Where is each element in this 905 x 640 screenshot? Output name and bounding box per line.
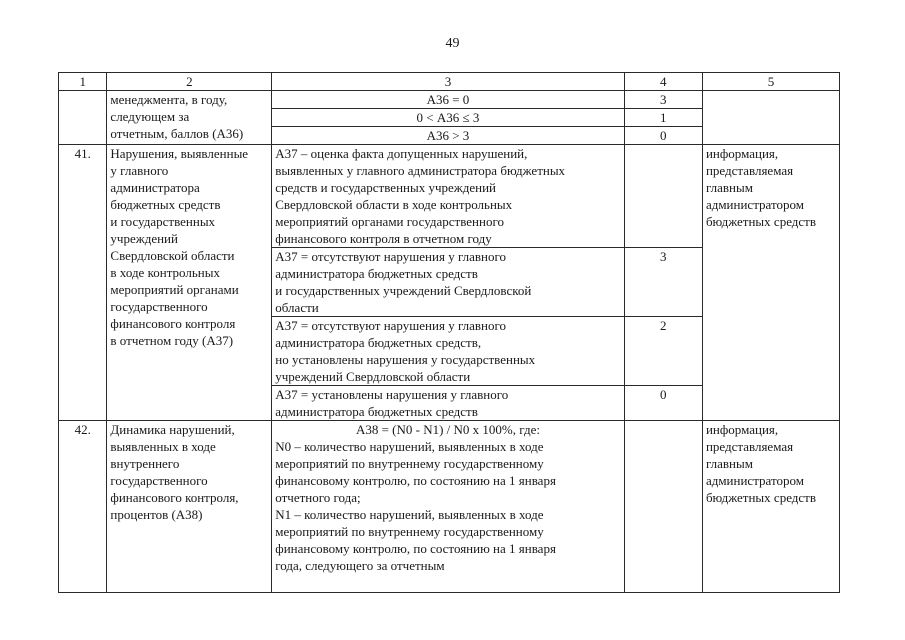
- header-cell-5: 5: [702, 73, 839, 91]
- indicator-name-line: Динамика нарушений,: [110, 422, 235, 437]
- criterion-line: средств и государственных учреждений: [275, 180, 497, 195]
- indicator-name-line: менеджмента, в году,: [110, 92, 228, 107]
- header-cell-3: 3: [272, 73, 624, 91]
- source-line: бюджетных средств: [705, 490, 816, 505]
- source-cell: [702, 421, 839, 593]
- criterion-line: А37 = установлены нарушения у главного: [275, 387, 509, 402]
- criterion-cell: [272, 248, 624, 317]
- criterion-cell: [272, 386, 624, 421]
- header-cell-2: 2: [107, 73, 272, 91]
- indicator-name-line: учреждений: [110, 231, 178, 246]
- source-line: бюджетных средств: [705, 214, 816, 229]
- indicator-name-line: у главного: [110, 163, 169, 178]
- criterion-line: учреждений Свердловской области: [275, 369, 471, 384]
- criterion-line: отчетного года;: [275, 490, 361, 505]
- indicator-name-line: мероприятий органами: [110, 282, 239, 297]
- indicator-name-line: внутреннего: [110, 456, 180, 471]
- row-number-cell: [59, 91, 107, 145]
- criterion-line: области: [275, 300, 319, 315]
- indicator-name-line: Нарушения, выявленные: [110, 146, 249, 161]
- source-line: главным: [705, 456, 753, 471]
- score-cell: 0: [624, 127, 702, 145]
- criterion-line: финансовому контролю, по состоянию на 1 января: [275, 541, 556, 556]
- indicator-name-line: бюджетных средств: [110, 197, 221, 212]
- criterion-cell: 0 < А36 ≤ 3: [272, 109, 624, 127]
- criterion-line: А37 = отсутствуют нарушения у главного: [275, 318, 506, 333]
- indicator-name-line: отчетным, баллов (А36): [110, 126, 244, 141]
- criterion-line: мероприятий органами государственного: [275, 214, 504, 229]
- table-row: [59, 421, 840, 593]
- source-line: администратором: [705, 197, 804, 212]
- indicators-table: [58, 72, 840, 593]
- criterion-line: мероприятий по внутреннему государственному: [275, 456, 544, 471]
- indicator-name-cell: [107, 145, 272, 421]
- formula-line: А38 = (N0 - N1) / N0 х 100%, где:: [355, 422, 540, 437]
- indicator-name-line: выявленных в ходе: [110, 439, 216, 454]
- indicator-name-line: финансового контроля,: [110, 490, 239, 505]
- indicator-name-line: следующем за: [110, 109, 190, 124]
- header-row: [59, 73, 840, 91]
- indicator-name-line: Свердловской области: [110, 248, 235, 263]
- criterion-line: администратора бюджетных средств: [275, 404, 478, 419]
- source-line: представляемая: [705, 439, 794, 454]
- criterion-line: финансового контроля в отчетном году: [275, 231, 492, 246]
- criterion-cell: А36 > 3: [272, 127, 624, 145]
- source-line: представляемая: [705, 163, 794, 178]
- criterion-line: N1 – количество нарушений, выявленных в ходе: [275, 507, 544, 522]
- criterion-line: года, следующего за отчетным: [275, 558, 445, 573]
- indicator-name-line: в ходе контрольных: [110, 265, 220, 280]
- score-cell: 1: [624, 109, 702, 127]
- criterion-line: но установлены нарушения у государственных: [275, 352, 536, 367]
- criterion-line: А37 = отсутствуют нарушения у главного: [275, 249, 506, 264]
- criterion-line: администратора бюджетных средств,: [275, 335, 482, 350]
- score-cell: 2: [624, 317, 702, 386]
- criterion-intro-cell: [272, 145, 624, 248]
- page-number: 49: [445, 36, 460, 51]
- table-row: [59, 145, 840, 248]
- table-row: [59, 91, 840, 109]
- indicator-name-cell: [107, 421, 272, 593]
- indicator-name-line: в отчетном году (А37): [110, 333, 234, 348]
- indicator-name-line: администратора: [110, 180, 200, 195]
- indicator-name-line: процентов (А38): [110, 507, 203, 522]
- header-cell-1: 1: [59, 73, 107, 91]
- source-line: главным: [705, 180, 753, 195]
- row-number-cell: 42.: [59, 421, 107, 593]
- score-cell: 0: [624, 386, 702, 421]
- criterion-line: выявленных у главного администратора бюджетных: [275, 163, 566, 178]
- criterion-line: А37 – оценка факта допущенных нарушений,: [275, 146, 528, 161]
- score-cell: 3: [624, 91, 702, 109]
- criterion-cell: [272, 317, 624, 386]
- source-cell: [702, 91, 839, 145]
- score-cell: 3: [624, 248, 702, 317]
- criterion-cell: [272, 421, 624, 593]
- indicator-name-line: и государственных: [110, 214, 216, 229]
- indicator-name-line: государственного: [110, 299, 208, 314]
- indicator-name-line: государственного: [110, 473, 208, 488]
- score-cell: [624, 421, 702, 593]
- criterion-line: мероприятий по внутреннему государственному: [275, 524, 544, 539]
- source-line: администратором: [705, 473, 804, 488]
- criterion-line: N0 – количество нарушений, выявленных в ходе: [275, 439, 544, 454]
- source-line: информация,: [705, 422, 779, 437]
- score-cell: [624, 145, 702, 248]
- indicator-name-line: финансового контроля: [110, 316, 236, 331]
- criterion-cell: А36 = 0: [272, 91, 624, 109]
- criterion-line: Свердловской области в ходе контрольных: [275, 197, 513, 212]
- source-line: информация,: [705, 146, 779, 161]
- criterion-line: и государственных учреждений Свердловской: [275, 283, 532, 298]
- row-number-cell: 41.: [59, 145, 107, 421]
- source-cell: [702, 145, 839, 421]
- header-cell-4: 4: [624, 73, 702, 91]
- criterion-line: администратора бюджетных средств: [275, 266, 478, 281]
- criterion-line: финансовому контролю, по состоянию на 1 января: [275, 473, 556, 488]
- indicator-name-cell: [107, 91, 272, 145]
